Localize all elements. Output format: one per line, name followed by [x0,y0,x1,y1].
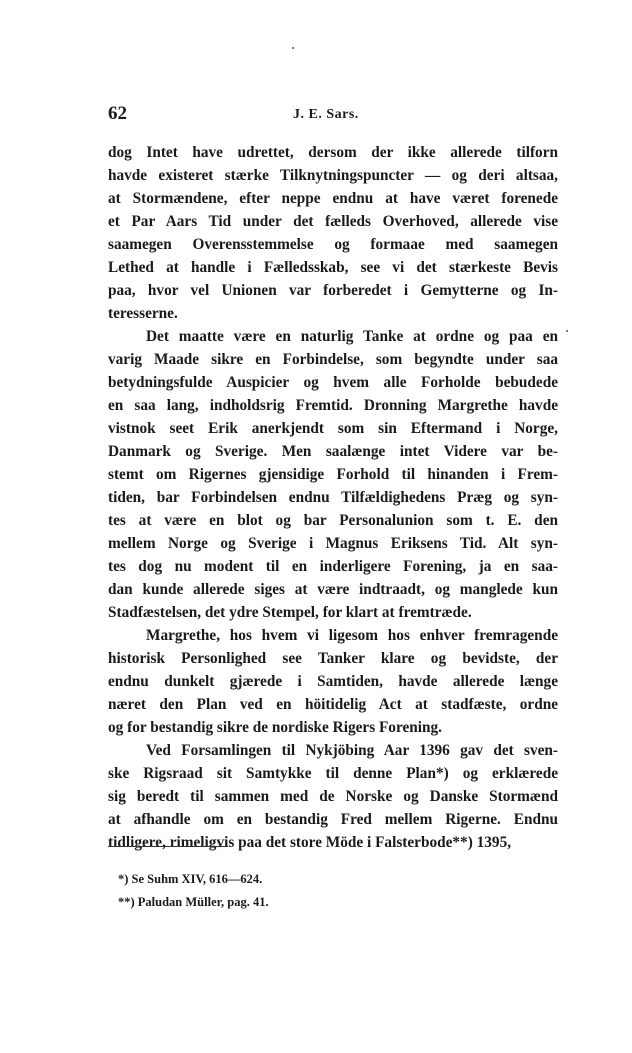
body-text [108,141,558,854]
page-header [108,103,558,129]
print-speck [566,330,568,332]
text-line: tiden, bar Forbindelsen endnu Tilfældighedens Præg og syn- [108,489,558,506]
text-line: en saa lang, indholdsrig Fremtid. Dronning Margrethe havde [108,397,558,414]
footnote: *) Se Suhm XIV, 616—624. [118,872,263,886]
text-line: Margrethe, hos hvem vi ligesom hos enhver fremragende [146,627,558,644]
text-line: tes at være en blot og bar Personalunion som t. E. den [108,512,558,529]
text-line: betydningsfulde Auspicier og hvem alle Forholde bebudede [108,374,558,391]
text-line: et Par Aars Tid under det fælleds Overhoved, allerede vise [108,213,558,230]
text-line: dan kunde allerede siges at være indtraadt, og manglede kun [108,581,558,598]
text-line: Lethed at handle i Fælledsskab, see vi det stærkeste Bevis [108,259,558,276]
running-title: J. E. Sars. [293,107,359,122]
text-line: saamegen Overensstemmelse og formaae med saamegen [108,236,558,253]
text-line: at Stormændene, efter neppe endnu at have været forenede [108,190,558,207]
text-line: sig beredt til sammen med de Norske og Danske Stormænd [108,788,558,805]
paragraph [108,141,558,325]
text-line: ske Rigsraad sit Samtykke til denne Plan*) og erklærede [108,765,558,782]
paragraph [108,739,558,854]
paragraph [108,624,558,739]
text-line: næret den Plan ved en höitidelig Act at stadfæste, ordne [108,696,558,713]
text-line: Ved Forsamlingen til Nykjöbing Aar 1396 gav det sven- [146,742,558,759]
text-line: tidligere, rimeligvis paa det store Möde i Falsterbode**) 1395, [108,834,512,851]
footnotes [118,868,538,914]
text-line: historisk Personlighed see Tanker klare og bevidste, der [108,650,558,667]
text-line: havde existeret stærke Tilknytningspuncter — og deri altsaa, [108,167,558,184]
text-line: tes dog nu modent til en inderligere Forening, ja en saa- [108,558,558,575]
paragraph [108,325,558,624]
footnote-rule [108,846,228,847]
print-speck [292,47,294,49]
text-line: Det maatte være en naturlig Tanke at ordne og paa en [146,328,558,345]
text-line: endnu dunkelt gjærede i Samtiden, havde allerede længe [108,673,558,690]
text-line: dog Intet have udrettet, dersom der ikke allerede tilforn [108,144,558,161]
text-line: varig Maade sikre en Forbindelse, som begyndte under saa [108,351,558,368]
text-line: Danmark og Sverige. Men saalænge intet Videre var be- [108,443,558,460]
text-line: mellem Norge og Sverige i Magnus Eriksens Tid. Alt syn- [108,535,558,552]
text-line: paa, hvor vel Unionen var forberedet i Gemytterne og In- [108,282,558,299]
text-line: stemt om Rigernes gjensidige Forhold til hinanden i Frem- [108,466,558,483]
footnote: **) Paludan Müller, pag. 41. [118,895,269,909]
page-number: 62 [108,103,127,124]
text-line: vistnok seet Erik anerkjendt som sin Eftermand i Norge, [108,420,558,437]
text-line: teresserne. [108,305,178,322]
text-line: og for bestandig sikre de nordiske Rigers Forening. [108,719,442,736]
text-line: at afhandle om en bestandig Fred mellem Rigerne. Endnu [108,811,558,828]
text-line: Stadfæstelsen, det ydre Stempel, for klart at fremtræde. [108,604,472,621]
